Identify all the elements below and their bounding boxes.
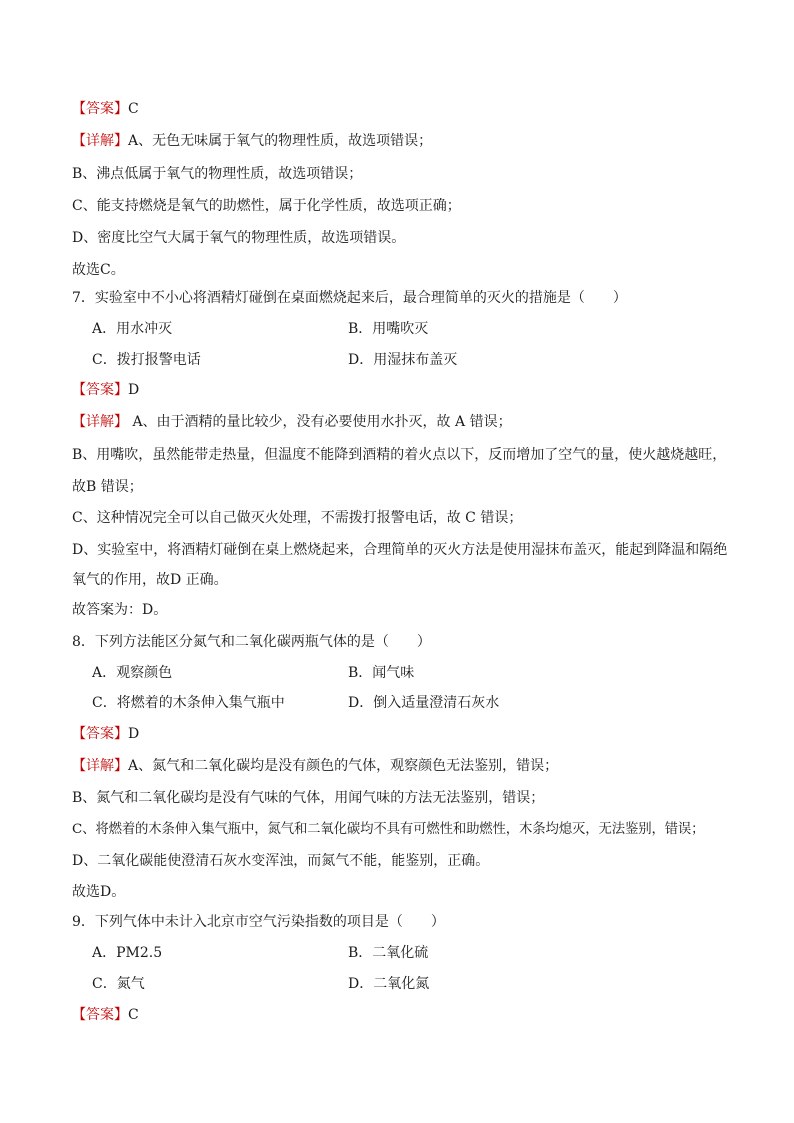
q7-answer: D bbox=[128, 382, 140, 398]
q8-answer: D bbox=[128, 726, 140, 742]
q7-detail-line-2b: 故B 错误； bbox=[72, 479, 143, 495]
q7-answer-line bbox=[72, 380, 139, 400]
q7-detail-line-3: C、这种情况完全可以自己做灭火处理，不需拨打报警电话，故 C 错误； bbox=[72, 510, 523, 526]
q8-detail-line-2: B、氮气和二氧化碳均是没有气味的气体，用闻气味的方法无法鉴别，错误； bbox=[72, 790, 545, 806]
q6-answer: C bbox=[128, 101, 139, 117]
answer-tag: 【答案】 bbox=[72, 382, 128, 398]
q7-detail-line-4b: 氧气的作用，故D 正确。 bbox=[72, 572, 228, 588]
q6-detail-line-2: B、沸点低属于氧气的物理性质，故选项错误； bbox=[72, 166, 363, 182]
answer-tag: 【答案】 bbox=[72, 1007, 128, 1023]
q8-detail-line-3: C、将燃着的木条伸入集气瓶中，氮气和二氧化碳均不具有可燃性和助燃性，木条均熄灭，无法鉴别，错误； bbox=[72, 822, 705, 837]
q7-detail-line-4a: D、实验室中，将酒精灯碰倒在桌上燃烧起来，合理简单的灭火方法是使用湿抹布盖灭，能起到降温和隔绝 bbox=[72, 542, 728, 558]
q7-detail-line-1: 【详解】 A、由于酒精的量比较少，没有必要使用水扑灭，故 A 错误； bbox=[72, 414, 512, 430]
q8-option-b: B．闻气味 bbox=[348, 665, 415, 681]
q9-option-c: C．氮气 bbox=[92, 976, 145, 992]
detail-tag: 【详解】 bbox=[72, 414, 128, 430]
q7-detail-line-2a: B、用嘴吹，虽然能带走热量，但温度不能降到酒精的着火点以下，反而增加了空气的量，使火越烧越旺， bbox=[72, 447, 727, 463]
q8-option-c: C．将燃着的木条伸入集气瓶中 bbox=[92, 695, 285, 711]
q9-option-b: B．二氧化硫 bbox=[348, 945, 429, 961]
detail-tag: 【详解】 bbox=[72, 758, 128, 774]
q7-option-a: A．用水冲灭 bbox=[92, 321, 173, 337]
q6-detail-line-3: C、能支持燃烧是氧气的助燃性，属于化学性质，故选项正确； bbox=[72, 198, 461, 214]
q8-option-d: D．倒入适量澄清石灰水 bbox=[348, 695, 500, 711]
q8-detail-line-1: 【详解】A、氮气和二氧化碳均是没有颜色的气体，观察颜色无法鉴别，错误； bbox=[72, 758, 559, 774]
q9-stem: 9．下列气体中未计入北京市空气污染指数的项目是（ ） bbox=[72, 914, 445, 930]
q7-option-b: B．用嘴吹灭 bbox=[348, 321, 429, 337]
q7-option-d: D．用湿抹布盖灭 bbox=[348, 352, 458, 368]
q6-conclusion: 故选C。 bbox=[72, 262, 125, 278]
q9-option-a: A．PM2.5 bbox=[92, 945, 163, 961]
q8-answer-line bbox=[72, 724, 139, 744]
q8-option-a: A．观察颜色 bbox=[92, 665, 173, 681]
q6-answer-line bbox=[72, 99, 139, 119]
q8-stem: 8．下列方法能区分氮气和二氧化碳两瓶气体的是（ ） bbox=[72, 634, 431, 650]
q9-option-d: D．二氧化氮 bbox=[348, 976, 430, 992]
q9-answer: C bbox=[128, 1007, 139, 1023]
q9-answer-line bbox=[72, 1005, 139, 1025]
q8-conclusion: 故选D。 bbox=[72, 884, 126, 900]
answer-tag: 【答案】 bbox=[72, 726, 128, 742]
q8-detail-line-4: D、二氧化碳能使澄清石灰水变浑浊，而氮气不能，能鉴别，正确。 bbox=[72, 853, 490, 869]
q7-stem: 7．实验室中不小心将酒精灯碰倒在桌面燃烧起来后，最合理简单的灭火的措施是（ ） bbox=[72, 290, 627, 306]
q7-option-c: C．拨打报警电话 bbox=[92, 352, 201, 368]
q6-detail-line-1: 【详解】A、无色无味属于氧气的物理性质，故选项错误； bbox=[72, 133, 433, 149]
answer-tag: 【答案】 bbox=[72, 101, 128, 117]
detail-tag: 【详解】 bbox=[72, 133, 128, 149]
q6-detail-line-4: D、密度比空气大属于氧气的物理性质，故选项错误。 bbox=[72, 230, 406, 246]
q7-conclusion: 故答案为：D。 bbox=[72, 602, 168, 618]
